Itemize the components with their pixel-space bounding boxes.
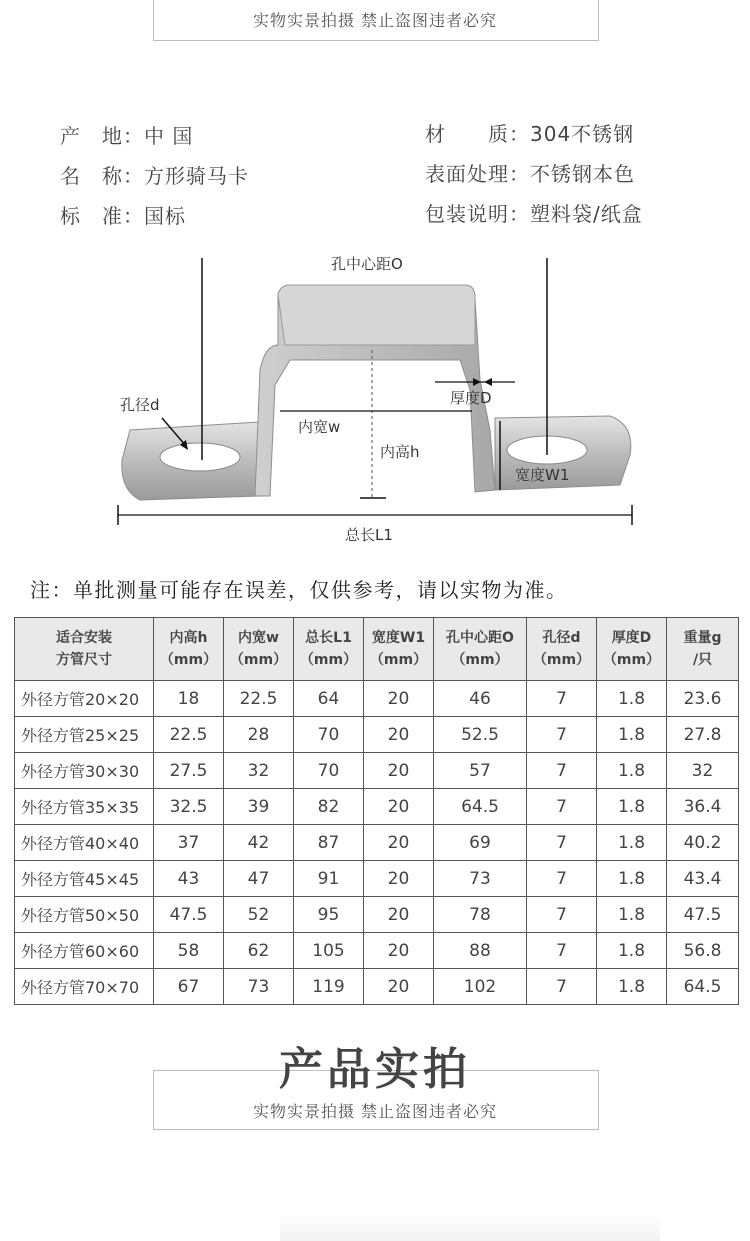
table-cell-pipe-size: 外径方管20×20 xyxy=(15,681,154,717)
table-cell: 27.8 xyxy=(667,717,739,753)
spec-origin-value: 中 国 xyxy=(144,124,194,148)
label-inner-height: 内高h xyxy=(380,443,420,461)
table-cell: 64.5 xyxy=(667,969,739,1005)
table-cell: 70 xyxy=(294,753,364,789)
label-thickness: 厚度D xyxy=(450,389,492,407)
table-cell: 82 xyxy=(294,789,364,825)
table-cell: 91 xyxy=(294,861,364,897)
table-cell: 87 xyxy=(294,825,364,861)
table-cell: 95 xyxy=(294,897,364,933)
spec-name-value: 方形骑马卡 xyxy=(144,164,249,188)
spec-surface xyxy=(425,158,635,187)
label-hole-center-distance: 孔中心距O xyxy=(331,255,403,273)
spec-name xyxy=(60,160,249,189)
table-cell: 57 xyxy=(434,753,527,789)
table-cell: 64.5 xyxy=(434,789,527,825)
table-cell: 20 xyxy=(364,825,434,861)
col-header-inner-width: 内宽w （mm） xyxy=(224,618,294,681)
label-inner-width: 内宽w xyxy=(298,418,341,436)
spec-surface-label: 表面处理： xyxy=(425,162,530,186)
spec-standard xyxy=(60,200,186,229)
table-cell: 43 xyxy=(154,861,224,897)
table-cell: 7 xyxy=(527,717,597,753)
table-cell-pipe-size: 外径方管45×45 xyxy=(15,861,154,897)
table-cell: 102 xyxy=(434,969,527,1005)
table-cell: 73 xyxy=(224,969,294,1005)
spec-table xyxy=(14,617,739,1005)
table-cell: 23.6 xyxy=(667,681,739,717)
table-cell: 7 xyxy=(527,933,597,969)
table-cell: 47 xyxy=(224,861,294,897)
photo-header-title: 产品实拍 xyxy=(279,1044,471,1095)
table-cell: 1.8 xyxy=(597,681,667,717)
spec-packaging xyxy=(425,198,643,227)
table-cell: 47.5 xyxy=(154,897,224,933)
table-cell: 32 xyxy=(667,753,739,789)
table-cell-pipe-size: 外径方管25×25 xyxy=(15,717,154,753)
table-cell: 20 xyxy=(364,789,434,825)
table-cell-pipe-size: 外径方管50×50 xyxy=(15,897,154,933)
table-cell: 1.8 xyxy=(597,969,667,1005)
left-hole-shape xyxy=(160,443,240,471)
spec-standard-label: 标 准： xyxy=(60,204,144,228)
label-total-length: 总长L1 xyxy=(345,526,393,544)
table-cell: 1.8 xyxy=(597,897,667,933)
table-row xyxy=(15,681,739,717)
table-cell: 42 xyxy=(224,825,294,861)
table-cell: 7 xyxy=(527,861,597,897)
table-cell: 105 xyxy=(294,933,364,969)
table-cell: 18 xyxy=(154,681,224,717)
spec-material-label: 材 质： xyxy=(425,122,530,146)
u-top-face-shape xyxy=(278,285,475,345)
table-cell: 20 xyxy=(364,897,434,933)
table-cell: 56.8 xyxy=(667,933,739,969)
table-cell: 32.5 xyxy=(154,789,224,825)
table-row xyxy=(15,969,739,1005)
table-cell: 20 xyxy=(364,681,434,717)
table-cell: 1.8 xyxy=(597,789,667,825)
label-width: 宽度W1 xyxy=(515,466,570,484)
table-cell: 27.5 xyxy=(154,753,224,789)
clamp-dimension-diagram xyxy=(100,250,660,550)
measurement-note: 注：单批测量可能存在误差，仅供参考，请以实物为准。 xyxy=(30,578,568,602)
table-cell: 88 xyxy=(434,933,527,969)
spec-packaging-label: 包装说明： xyxy=(425,202,530,226)
table-cell: 73 xyxy=(434,861,527,897)
table-header-row xyxy=(15,618,739,681)
col-header-thickness: 厚度D （mm） xyxy=(597,618,667,681)
table-cell: 36.4 xyxy=(667,789,739,825)
table-cell: 32 xyxy=(224,753,294,789)
table-cell-pipe-size: 外径方管60×60 xyxy=(15,933,154,969)
table-cell: 22.5 xyxy=(224,681,294,717)
table-cell: 20 xyxy=(364,969,434,1005)
table-cell: 1.8 xyxy=(597,825,667,861)
table-cell: 1.8 xyxy=(597,861,667,897)
table-cell: 62 xyxy=(224,933,294,969)
table-cell: 1.8 xyxy=(597,717,667,753)
table-cell-pipe-size: 外径方管30×30 xyxy=(15,753,154,789)
table-cell: 67 xyxy=(154,969,224,1005)
spec-material-value: 304不锈钢 xyxy=(530,122,635,146)
table-cell-pipe-size: 外径方管35×35 xyxy=(15,789,154,825)
table-cell: 1.8 xyxy=(597,933,667,969)
table-row xyxy=(15,861,739,897)
table-cell: 7 xyxy=(527,789,597,825)
table-cell: 64 xyxy=(294,681,364,717)
table-cell: 7 xyxy=(527,753,597,789)
clamp-drawing xyxy=(100,250,660,550)
photo-header-subtitle: 实物实景拍摄 禁止盗图违者必究 xyxy=(252,1102,498,1121)
table-cell: 52.5 xyxy=(434,717,527,753)
table-body xyxy=(15,681,739,1005)
table-cell: 78 xyxy=(434,897,527,933)
spec-packaging-value: 塑料袋/纸盒 xyxy=(530,202,643,226)
table-cell: 20 xyxy=(364,717,434,753)
table-cell: 40.2 xyxy=(667,825,739,861)
col-header-pipe-size: 适合安装 方管尺寸 xyxy=(15,618,154,681)
table-cell: 58 xyxy=(154,933,224,969)
col-header-total-length: 总长L1 （mm） xyxy=(294,618,364,681)
spec-name-label: 名 称： xyxy=(60,164,144,188)
table-cell-pipe-size: 外径方管40×40 xyxy=(15,825,154,861)
table-cell: 46 xyxy=(434,681,527,717)
table-cell: 7 xyxy=(527,969,597,1005)
table-row xyxy=(15,753,739,789)
table-cell: 70 xyxy=(294,717,364,753)
table-cell: 7 xyxy=(527,897,597,933)
col-header-hole-diameter: 孔径d （mm） xyxy=(527,618,597,681)
dim-thickness-arrow-right xyxy=(484,378,492,386)
table-cell: 69 xyxy=(434,825,527,861)
table-cell: 22.5 xyxy=(154,717,224,753)
table-row xyxy=(15,717,739,753)
spec-material xyxy=(425,118,634,147)
table-cell: 20 xyxy=(364,753,434,789)
table-cell: 43.4 xyxy=(667,861,739,897)
col-header-inner-height: 内高h （mm） xyxy=(154,618,224,681)
spec-origin-label: 产 地： xyxy=(60,124,144,148)
table-cell: 7 xyxy=(527,825,597,861)
table-cell: 37 xyxy=(154,825,224,861)
table-cell: 20 xyxy=(364,933,434,969)
table-cell: 20 xyxy=(364,861,434,897)
col-header-hole-center: 孔中心距O （mm） xyxy=(434,618,527,681)
table-row xyxy=(15,825,739,861)
top-header-subtitle: 实物实景拍摄 禁止盗图违者必究 xyxy=(252,11,498,30)
table-cell: 52 xyxy=(224,897,294,933)
table-row xyxy=(15,789,739,825)
table-cell: 1.8 xyxy=(597,753,667,789)
spec-surface-value: 不锈钢本色 xyxy=(530,162,635,186)
col-header-weight: 重量g /只 xyxy=(667,618,739,681)
label-hole-diameter: 孔径d xyxy=(120,396,160,414)
table-cell: 119 xyxy=(294,969,364,1005)
table-row xyxy=(15,933,739,969)
spec-standard-value: 国标 xyxy=(144,204,186,228)
table-cell-pipe-size: 外径方管70×70 xyxy=(15,969,154,1005)
table-cell: 28 xyxy=(224,717,294,753)
product-photo-top-edge xyxy=(280,1215,660,1241)
spec-origin xyxy=(60,120,193,149)
table-cell: 7 xyxy=(527,681,597,717)
table-cell: 47.5 xyxy=(667,897,739,933)
col-header-width: 宽度W1 （mm） xyxy=(364,618,434,681)
table-cell: 39 xyxy=(224,789,294,825)
table-row xyxy=(15,897,739,933)
